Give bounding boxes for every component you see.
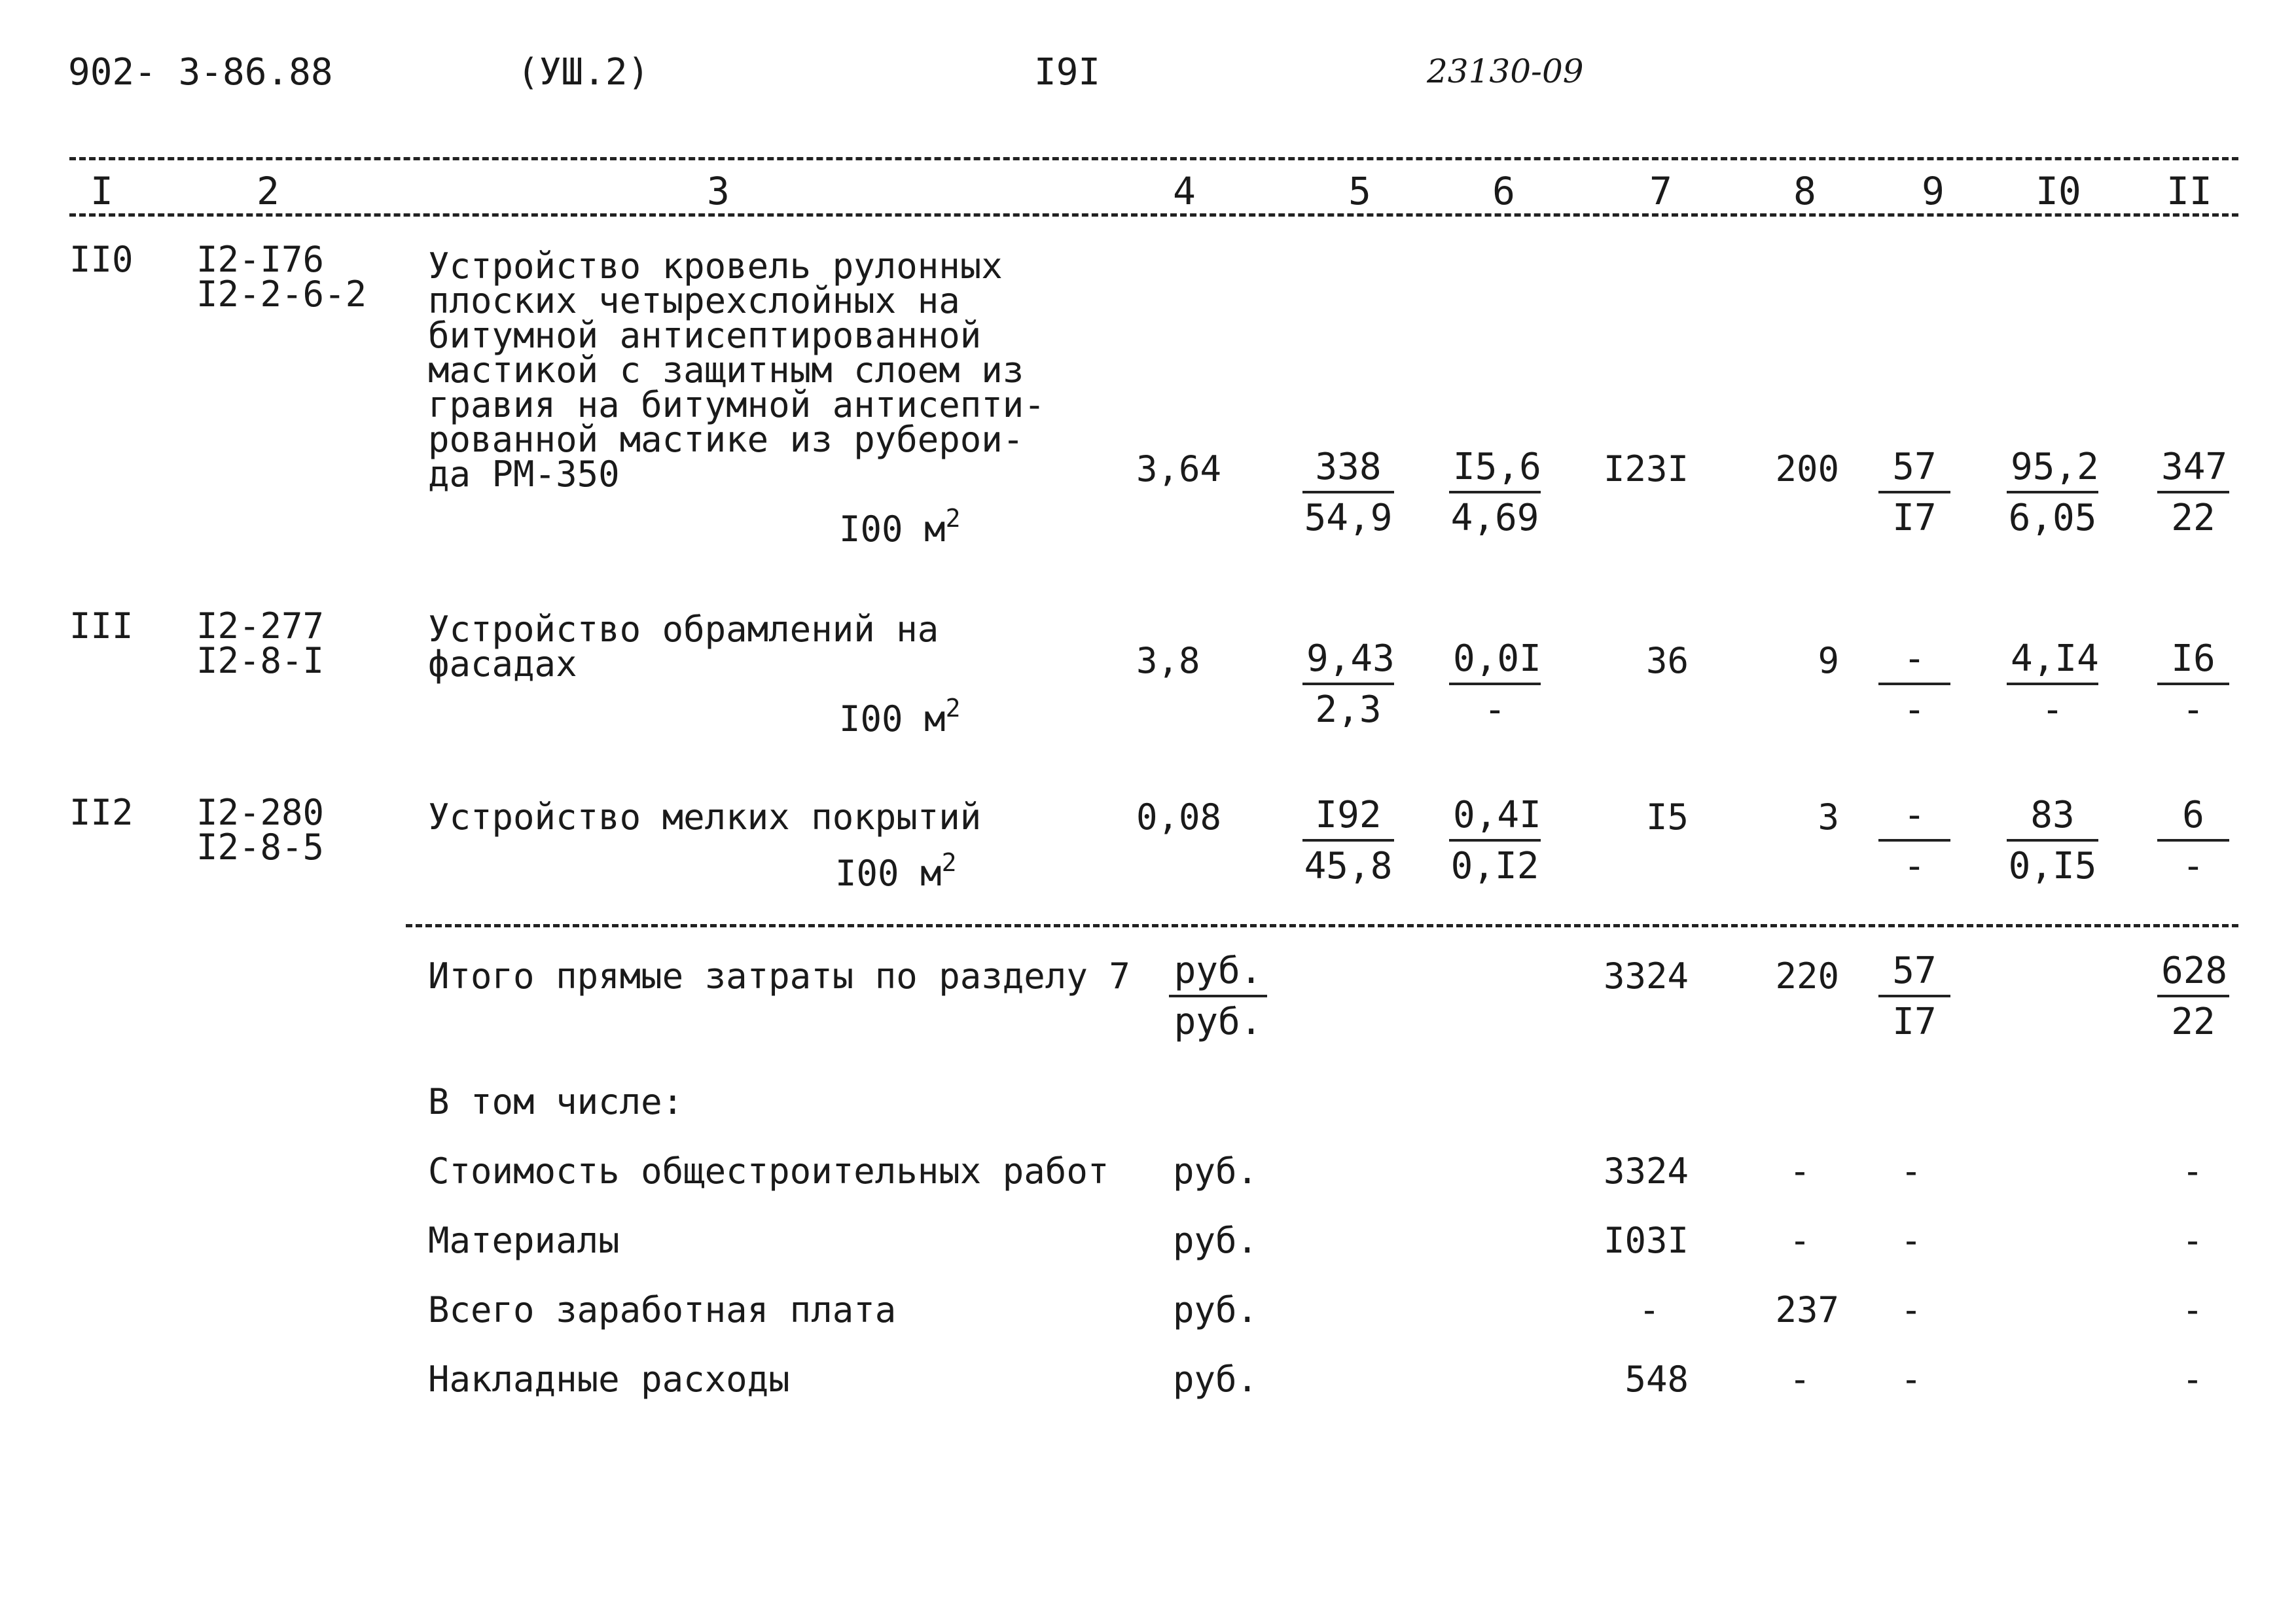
table-top-rule: [69, 157, 2238, 160]
description-line: Устройство кровель рулонных: [428, 245, 1003, 287]
column-number: 5: [1348, 169, 1371, 213]
description-line: Устройство обрамлений на: [428, 609, 939, 650]
unit-cost-fraction: [1449, 446, 1541, 539]
column-number: I: [90, 169, 113, 213]
fraction-numerator: 4,I4: [2007, 638, 2098, 685]
breakdown-machine: -: [1900, 1359, 1922, 1400]
fraction-numerator: 0,4I: [1449, 794, 1541, 842]
fraction-numerator: I92: [1302, 794, 1394, 842]
breakdown-label: Всего заработная плата: [428, 1289, 897, 1330]
unit-cost-fraction: [1449, 794, 1541, 887]
column-number: II: [2166, 169, 2212, 213]
section-total-label: Итого прямые затраты по разделу 7: [428, 955, 1130, 997]
rate-code: I2-277: [196, 605, 325, 647]
section-total-machine-fraction: [1878, 950, 1950, 1043]
unit-label: руб.: [1174, 1001, 1263, 1043]
description-line: Устройство мелких покрытий: [428, 796, 982, 838]
labor-fraction: [2007, 638, 2098, 731]
fraction-denominator: 22: [2171, 1001, 2215, 1043]
breakdown-label: Накладные расходы: [428, 1359, 790, 1400]
breakdown-unit: руб.: [1173, 1359, 1259, 1400]
fraction-denominator: 22: [2171, 497, 2215, 539]
fraction-denominator: -: [1903, 845, 1926, 887]
column-number: 3: [707, 169, 730, 213]
rate-code: I2-2-6-2: [196, 274, 367, 315]
section-reference: (УШ.2): [517, 51, 650, 94]
total-cost: I5: [1645, 796, 1689, 838]
breakdown-labor: -: [2181, 1289, 2204, 1330]
breakdown-cost: I03I: [1603, 1220, 1689, 1261]
rate-code: I2-I76: [196, 239, 325, 280]
breakdown-wages: -: [1789, 1220, 1811, 1261]
machine-cost-fraction: [1878, 638, 1950, 731]
column-number: 7: [1649, 169, 1672, 213]
total-cost: I23I: [1603, 448, 1689, 490]
breakdown-machine: -: [1900, 1289, 1922, 1330]
description-line: плоских четырехслойных на: [428, 280, 960, 321]
breakdown-unit: руб.: [1173, 1220, 1259, 1261]
description-line: мастикой с защитным слоем из: [428, 349, 1024, 391]
unit-cost-fraction: [1449, 638, 1541, 731]
fraction-numerator: 57: [1878, 950, 1950, 997]
machine-cost-fraction: [1878, 794, 1950, 887]
wages-cost: 3: [1818, 796, 1839, 838]
breakdown-label: Стоимость общестроительных работ: [428, 1150, 1109, 1192]
fraction-denominator: 0,I5: [2008, 845, 2097, 887]
row-number: III: [69, 605, 134, 647]
fraction-numerator: 9,43: [1302, 638, 1394, 685]
unit-cost-fraction: [1302, 794, 1394, 887]
column-number: I0: [2036, 169, 2081, 213]
section-total-cost: 3324: [1603, 955, 1689, 997]
fraction-numerator: -: [1878, 794, 1950, 842]
description-line: рованной мастике из руберои-: [428, 419, 1024, 460]
breakdown-machine: -: [1900, 1220, 1922, 1261]
description-line: да РМ-350: [428, 454, 620, 495]
fraction-denominator: I7: [1892, 497, 1937, 539]
total-labor-fraction: [2157, 638, 2229, 731]
rate-code: I2-8-I: [196, 640, 325, 681]
fraction-denominator: 45,8: [1304, 845, 1393, 887]
fraction-numerator: I5,6: [1449, 446, 1541, 493]
fraction-numerator: -: [1878, 638, 1950, 685]
total-labor-fraction: [2157, 446, 2229, 539]
section-total-labor-fraction: [2157, 950, 2229, 1043]
quantity: 3,8: [1136, 640, 1200, 681]
rate-code: I2-8-5: [196, 827, 325, 868]
unit-cost-fraction: [1302, 638, 1394, 731]
breakdown-labor: -: [2181, 1220, 2204, 1261]
page-number: I9I: [1034, 51, 1101, 94]
including-label: В том числе:: [428, 1081, 684, 1122]
fraction-numerator: 57: [1878, 446, 1950, 493]
column-number: 8: [1793, 169, 1816, 213]
breakdown-label: Материалы: [428, 1220, 620, 1261]
fraction-denominator: -: [1484, 688, 1506, 731]
unit-label: руб.: [1169, 950, 1267, 997]
machine-cost-fraction: [1878, 446, 1950, 539]
fraction-numerator: I6: [2157, 638, 2229, 685]
breakdown-wages: -: [1789, 1150, 1811, 1192]
breakdown-machine: -: [1900, 1150, 1922, 1192]
table-header-rule: [69, 213, 2238, 217]
breakdown-unit: руб.: [1173, 1289, 1259, 1330]
rate-code: I2-280: [196, 792, 325, 833]
column-number: 9: [1922, 169, 1945, 213]
labor-fraction: [2007, 794, 2098, 887]
fraction-denominator: -: [2041, 688, 2064, 731]
breakdown-labor: -: [2181, 1359, 2204, 1400]
breakdown-wages: 237: [1775, 1289, 1839, 1330]
total-cost: 36: [1645, 640, 1689, 681]
column-number: 6: [1492, 169, 1515, 213]
description-line: фасадах: [428, 643, 577, 685]
fraction-denominator: -: [1903, 688, 1926, 731]
breakdown-cost: -: [1638, 1289, 1660, 1330]
breakdown-unit: руб.: [1173, 1150, 1259, 1192]
breakdown-cost: 3324: [1603, 1150, 1689, 1192]
description-line: битумной антисептированной: [428, 315, 982, 356]
wages-cost: 200: [1775, 448, 1839, 490]
fraction-denominator: I7: [1892, 1001, 1937, 1043]
breakdown-wages: -: [1789, 1359, 1811, 1400]
fraction-denominator: -: [2182, 845, 2204, 887]
breakdown-cost: 548: [1624, 1359, 1689, 1400]
fraction-denominator: 4,69: [1450, 497, 1539, 539]
fraction-denominator: -: [2182, 688, 2204, 731]
summary-rule: [406, 924, 2238, 927]
fraction-numerator: 6: [2157, 794, 2229, 842]
fraction-numerator: 95,2: [2007, 446, 2098, 493]
total-labor-fraction: [2157, 794, 2229, 887]
quantity: 0,08: [1136, 796, 1222, 838]
unit-of-measure: I00 $м^2$: [839, 694, 961, 740]
unit-of-measure: I00 $м^2$: [835, 848, 957, 894]
quantity: 3,64: [1136, 448, 1222, 490]
section-total-wages: 220: [1775, 955, 1839, 997]
fraction-numerator: 347: [2157, 446, 2229, 493]
fraction-denominator: 2,3: [1315, 688, 1382, 731]
fraction-denominator: 54,9: [1304, 497, 1393, 539]
fraction-denominator: 0,I2: [1450, 845, 1539, 887]
description-line: гравия на битумной антисепти-: [428, 384, 1045, 425]
column-number: 2: [257, 169, 279, 213]
document-code: 902- 3-86.88: [68, 51, 333, 94]
breakdown-labor: -: [2181, 1150, 2204, 1192]
wages-cost: 9: [1818, 640, 1839, 681]
fraction-numerator: 338: [1302, 446, 1394, 493]
section-total-units: [1169, 950, 1267, 1043]
inventory-stamp: 23130-09: [1427, 52, 1584, 90]
column-number: 4: [1173, 169, 1196, 213]
fraction-numerator: 628: [2157, 950, 2229, 997]
unit-cost-fraction: [1302, 446, 1394, 539]
labor-fraction: [2007, 446, 2098, 539]
fraction-numerator: 83: [2007, 794, 2098, 842]
unit-of-measure: I00 $м^2$: [839, 504, 961, 550]
row-number: II2: [69, 792, 134, 833]
fraction-numerator: 0,0I: [1449, 638, 1541, 685]
fraction-denominator: 6,05: [2008, 497, 2097, 539]
row-number: II0: [69, 239, 134, 280]
